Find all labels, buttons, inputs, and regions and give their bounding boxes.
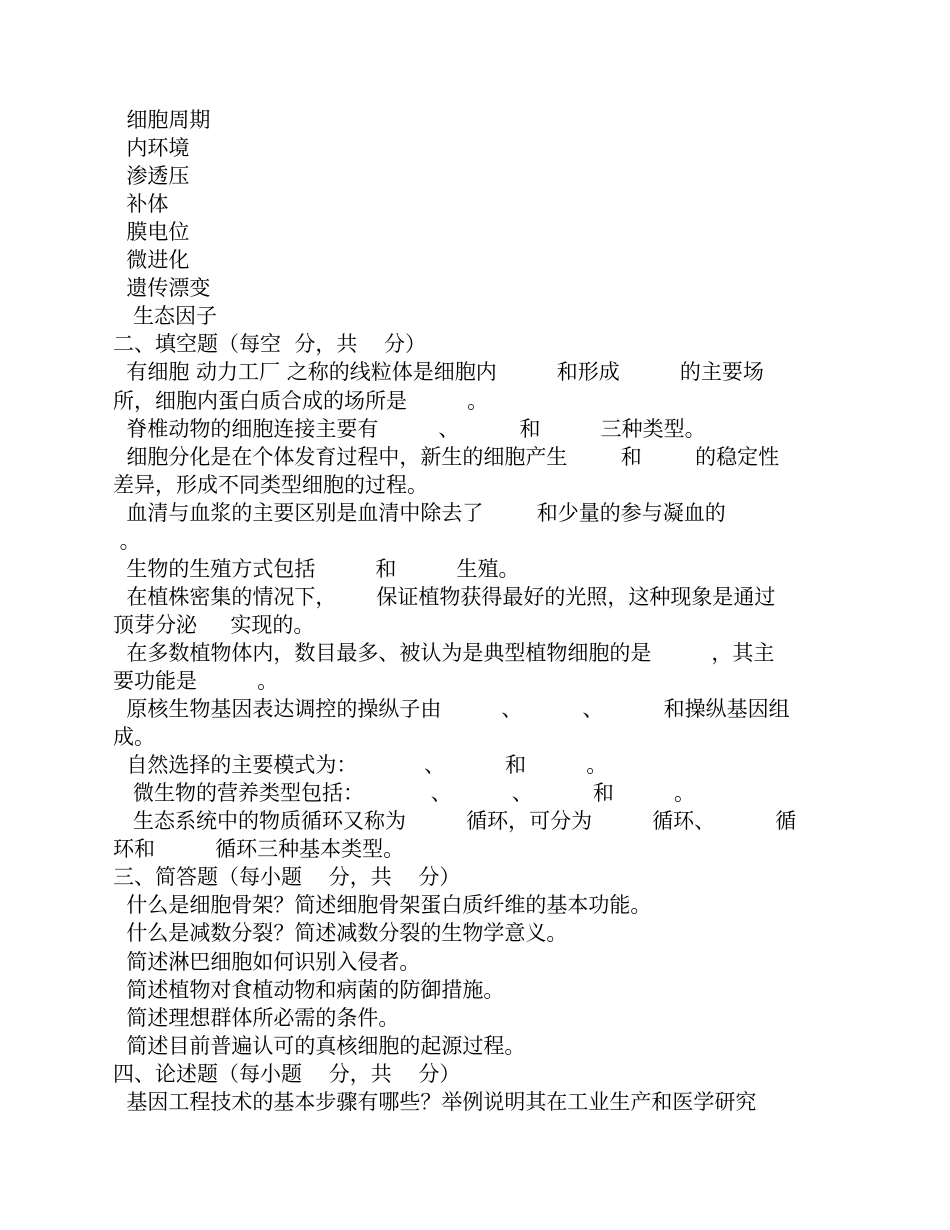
text-line: 简述理想群体所必需的条件。 xyxy=(113,1005,400,1030)
text-line: 四、论述题（每小题 分，共 分） xyxy=(113,1061,461,1086)
text-line: 生态系统中的物质循环又称为 循环，可分为 循环、 循 xyxy=(113,809,797,834)
text-line: 原核生物基因表达调控的操纵子由 、 、 和操纵基因组 xyxy=(113,697,790,722)
text-line: 渗透压 xyxy=(113,164,190,189)
text-line: 成。 xyxy=(113,725,155,750)
text-line: 三、简答题（每小题 分，共 分） xyxy=(113,865,461,890)
text-line: 在植株密集的情况下， 保证植物获得最好的光照，这种现象是通过 xyxy=(113,584,776,609)
text-line: 环和 循环三种基本类型。 xyxy=(113,837,405,862)
text-line: 简述植物对食植动物和病菌的防御措施。 xyxy=(113,977,505,1002)
text-line: 细胞分化是在个体发育过程中，新生的细胞产生 和 的稳定性 xyxy=(113,444,780,469)
text-line: 差异，形成不同类型细胞的过程。 xyxy=(113,472,428,497)
text-line: 。 xyxy=(113,528,141,553)
text-line: 微生物的营养类型包括： 、 、 和 。 xyxy=(113,781,696,806)
text-line: 微进化 xyxy=(113,248,190,273)
text-line: 遗传漂变 xyxy=(113,276,211,301)
text-line: 什么是细胞骨架？简述细胞骨架蛋白质纤维的基本功能。 xyxy=(113,893,652,918)
text-line: 在多数植物体内，数目最多、被认为是典型植物细胞的是 ，其主 xyxy=(113,640,775,665)
text-line: 内环境 xyxy=(113,136,190,161)
text-line: 补体 xyxy=(113,192,169,217)
text-line: 生态因子 xyxy=(113,304,218,329)
text-line: 什么是减数分裂？简述减数分裂的生物学意义。 xyxy=(113,921,568,946)
text-line: 顶芽分泌 实现的。 xyxy=(113,612,315,637)
text-line: 细胞周期 xyxy=(113,108,211,132)
text-line: 所，细胞内蛋白质合成的场所是 。 xyxy=(113,388,489,413)
text-line: 膜电位 xyxy=(113,220,190,245)
text-line: 脊椎动物的细胞连接主要有 、 和 三种类型。 xyxy=(113,416,706,441)
text-line: 二、填空题（每空 分，共 分） xyxy=(113,332,427,357)
text-line: 生物的生殖方式包括 和 生殖。 xyxy=(113,556,520,581)
text-line: 简述目前普遍认可的真核细胞的起源过程。 xyxy=(113,1033,526,1058)
text-line: 基因工程技术的基本步骤有哪些？举例说明其在工业生产和医学研究 xyxy=(113,1089,757,1114)
text-line: 血清与血浆的主要区别是血清中除去了 和少量的参与凝血的 xyxy=(113,500,726,525)
text-line: 自然选择的主要模式为： 、 和 。 xyxy=(113,753,608,778)
text-line: 简述淋巴细胞如何识别入侵者。 xyxy=(113,949,421,974)
text-line: 有细胞 动力工厂 之称的线粒体是细胞内 和形成 的主要场 xyxy=(113,360,764,385)
text-line: 要功能是 。 xyxy=(113,669,279,693)
